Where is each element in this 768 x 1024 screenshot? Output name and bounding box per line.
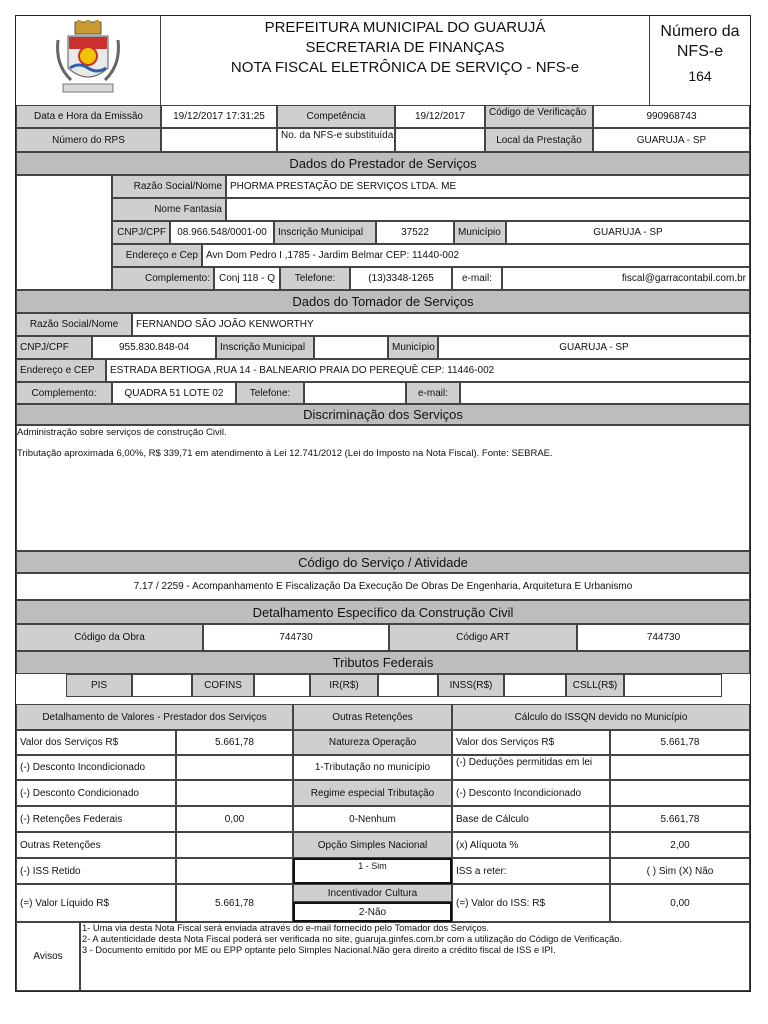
city-coat-of-arms-icon	[53, 20, 123, 100]
simples-value: 1 - Sim	[293, 858, 452, 884]
natureza-value: 1-Tributação no município	[293, 755, 452, 780]
nfse-document	[15, 15, 751, 992]
prestador-cnpj-label: CNPJ/CPF	[112, 221, 170, 244]
vs2-label: Valor dos Serviços R$	[452, 730, 610, 755]
tomador-email-label: e-mail:	[406, 382, 460, 404]
art-value: 744730	[577, 624, 750, 651]
iss-reter-label: ISS a reter:	[452, 858, 610, 884]
pis-label: PIS	[66, 674, 132, 697]
outras-value	[176, 832, 293, 858]
verificacao-value: 990968743	[593, 105, 750, 128]
prestador-razao-label: Razão Social/Nome	[112, 175, 226, 198]
verificacao-label: Código de Verificação	[485, 105, 593, 128]
vs-value: 5.661,78	[176, 730, 293, 755]
tomador-municipio-label: Município	[388, 336, 438, 359]
prestador-fantasia-value	[226, 198, 750, 221]
avisos-box	[80, 922, 750, 991]
prestador-im-value: 37522	[376, 221, 454, 244]
prestador-complemento-value: Conj 118 - Q	[214, 267, 280, 290]
prestador-im-label: Inscrição Municipal	[274, 221, 376, 244]
tomador-endereco-value: ESTRADA BERTIOGA ,RUA 14 - BALNEARIO PRAIA DO PEREQUÊ CEP: 11446-002	[106, 359, 750, 382]
header-titles	[161, 16, 649, 105]
art-label: Código ART	[389, 624, 577, 651]
emissao-value: 19/12/2017 17:31:25	[161, 105, 277, 128]
valor-iss-value: 0,00	[610, 884, 750, 922]
iss-retido-label: (-) ISS Retido	[16, 858, 176, 884]
incentivador-value: 2-Não	[293, 902, 452, 922]
servico-value: 7.17 / 2259 - Acompanhamento E Fiscalização Da Execução De Obras De Engenharia, Arquitetura E Urbanismo	[16, 573, 750, 600]
pis-value	[132, 674, 192, 697]
tomador-telefone-label: Telefone:	[236, 382, 304, 404]
outras-label: Outras Retenções	[16, 832, 176, 858]
prestador-email-label: e-mail:	[452, 267, 502, 290]
competencia-label: Competência	[277, 105, 395, 128]
aliquota-value: 2,00	[610, 832, 750, 858]
tomador-endereco-label: Endereço e CEP	[16, 359, 106, 382]
ir-value	[378, 674, 438, 697]
discriminacao-box	[16, 425, 750, 551]
discriminacao-title: Discriminação dos Serviços	[16, 404, 750, 425]
simples-label: Opção Simples Nacional	[293, 832, 452, 858]
nfse-number-box	[649, 16, 750, 105]
desc-incond-value	[176, 755, 293, 780]
regime-value: 0-Nenhum	[293, 806, 452, 832]
prestador-endereco-value: Avn Dom Pedro I ,1785 - Jardim Belmar CEP: 11440-002	[202, 244, 750, 267]
prestador-razao-value: PHORMA PRESTAÇÃO DE SERVIÇOS LTDA. ME	[226, 175, 750, 198]
ret-fed-value: 0,00	[176, 806, 293, 832]
prestador-endereco-label: Endereço e Cep	[112, 244, 202, 267]
tomador-cnpj-value: 955.830.848-04	[92, 336, 216, 359]
ir-label: IR(R$)	[310, 674, 378, 697]
desc-cond-label: (-) Desconto Condicionado	[16, 780, 176, 806]
csll-value	[624, 674, 722, 697]
cofins-label: COFINS	[192, 674, 254, 697]
construcao-title: Detalhamento Específico da Construção Civil	[16, 600, 750, 624]
tomador-razao-label: Razão Social/Nome	[16, 313, 132, 336]
base-label: Base de Cálculo	[452, 806, 610, 832]
rps-label: Número do RPS	[16, 128, 161, 152]
aviso-line-2: 2- A autenticidade desta Nota Fiscal poderá ser verificada no site, guaruja.ginfes.com.br com a utilização do Código de Verificação.	[82, 934, 623, 944]
incentivador-label: Incentivador Cultura	[293, 884, 452, 902]
avisos-label: Avisos	[16, 922, 80, 991]
aviso-line-1: 1- Uma via desta Nota Fiscal será enviada através do e-mail fornecido pelo Tomador dos Serviços.	[82, 923, 490, 933]
ret-fed-label: (-) Retenções Federais	[16, 806, 176, 832]
obra-label: Código da Obra	[16, 624, 203, 651]
prestador-title: Dados do Prestador de Serviços	[16, 152, 750, 175]
tomador-title: Dados do Tomador de Serviços	[16, 290, 750, 313]
desc-incond2-label: (-) Desconto Incondicionado	[452, 780, 610, 806]
prestador-cnpj-value: 08.966.548/0001-00	[170, 221, 274, 244]
inss-label: INSS(R$)	[438, 674, 504, 697]
liquido-value: 5.661,78	[176, 884, 293, 922]
regime-label: Regime especial Tributação	[293, 780, 452, 806]
nfse-number-label-1: Número da	[660, 23, 740, 40]
local-value: GUARUJA - SP	[593, 128, 750, 152]
tomador-razao-value: FERNANDO SÃO JOÃO KENWORTHY	[132, 313, 750, 336]
deducoes-value	[610, 755, 750, 780]
tomador-complemento-value: QUADRA 51 LOTE 02	[112, 382, 236, 404]
valores-header-1: Detalhamento de Valores - Prestador dos Serviços	[16, 704, 293, 730]
aliquota-label: (x) Alíquota %	[452, 832, 610, 858]
header-line-1: PREFEITURA MUNICIPAL DO GUARUJÁ	[264, 19, 546, 36]
competencia-value: 19/12/2017	[395, 105, 485, 128]
prestador-telefone-label: Telefone:	[280, 267, 350, 290]
emissao-label: Data e Hora da Emissão	[16, 105, 161, 128]
prestador-email-value: fiscal@garracontabil.com.br	[502, 267, 750, 290]
desc-incond-label: (-) Desconto Incondicionado	[16, 755, 176, 780]
valores-header-3: Cálculo do ISSQN devido no Município	[452, 704, 750, 730]
tomador-email-value	[460, 382, 750, 404]
prestador-fantasia-label: Nome Fantasia	[112, 198, 226, 221]
valor-iss-label: (=) Valor do ISS: R$	[452, 884, 610, 922]
desc-incond2-value	[610, 780, 750, 806]
rps-value	[161, 128, 277, 152]
header-line-3: NOTA FISCAL ELETRÔNICA DE SERVIÇO - NFS-e	[230, 59, 580, 76]
tomador-telefone-value	[304, 382, 406, 404]
vs2-value: 5.661,78	[610, 730, 750, 755]
aviso-line-3: 3 - Documento emitido por ME ou EPP optante pelo Simples Nacional.Não gera direito a crédito fiscal de ISS e IPI.	[82, 945, 556, 955]
natureza-label: Natureza Operação	[293, 730, 452, 755]
prestador-telefone-value: (13)3348-1265	[350, 267, 452, 290]
substituida-label: No. da NFS-e substituída	[277, 128, 395, 152]
tomador-im-value	[314, 336, 388, 359]
substituida-value	[395, 128, 485, 152]
prestador-logo-area	[16, 175, 112, 290]
prestador-complemento-label: Complemento:	[112, 267, 214, 290]
servico-title: Código do Serviço / Atividade	[16, 551, 750, 573]
csll-label: CSLL(R$)	[566, 674, 624, 697]
base-value: 5.661,78	[610, 806, 750, 832]
local-label: Local da Prestação	[485, 128, 593, 152]
nfse-number-label-2: NFS-e	[676, 43, 724, 60]
vs-label: Valor dos Serviços R$	[16, 730, 176, 755]
nfse-number-value: 164	[688, 68, 712, 84]
tributos-title: Tributos Federais	[16, 651, 750, 674]
prestador-municipio-label: Município	[454, 221, 506, 244]
iss-retido-value	[176, 858, 293, 884]
discriminacao-line-1: Administração sobre serviços de construção Civil.	[17, 427, 227, 438]
prestador-municipio-value: GUARUJA - SP	[506, 221, 750, 244]
tomador-im-label: Inscrição Municipal	[216, 336, 314, 359]
desc-cond-value	[176, 780, 293, 806]
header-logo-box	[16, 16, 161, 105]
header-line-2: SECRETARIA DE FINANÇAS	[305, 39, 505, 56]
tomador-complemento-label: Complemento:	[16, 382, 112, 404]
tomador-municipio-value: GUARUJA - SP	[438, 336, 750, 359]
obra-value: 744730	[203, 624, 389, 651]
liquido-label: (=) Valor Líquido R$	[16, 884, 176, 922]
valores-header-2: Outras Retenções	[293, 704, 452, 730]
tomador-cnpj-label: CNPJ/CPF	[16, 336, 92, 359]
discriminacao-line-2: Tributação aproximada 6,00%, R$ 339,71 em atendimento à Lei 12.741/2012 (Lei do Imposto na Nota Fiscal). Fonte: SEBRAE.	[17, 448, 553, 459]
cofins-value	[254, 674, 310, 697]
iss-reter-value: ( ) Sim (X) Não	[610, 858, 750, 884]
deducoes-label: (-) Deduções permitidas em lei	[452, 755, 610, 780]
inss-value	[504, 674, 566, 697]
